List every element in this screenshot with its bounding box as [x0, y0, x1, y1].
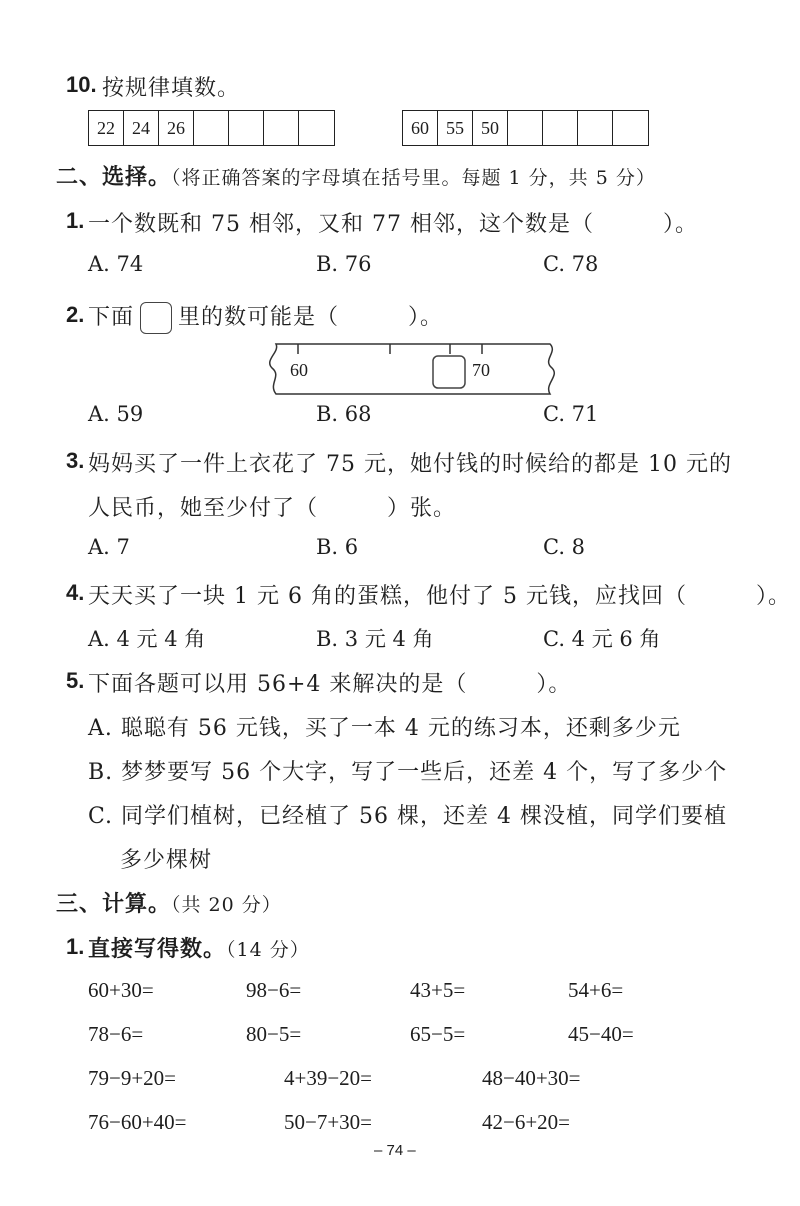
- q2-text-pre: 下面: [88, 305, 135, 330]
- seq1-blank-cell[interactable]: [194, 111, 229, 145]
- q5-option-a[interactable]: A. 聪聪有 56 元钱，买了一本 4 元的练习本，还剩多少元: [88, 716, 681, 741]
- seq1-cell: 26: [159, 111, 194, 145]
- q5-number: 5.: [66, 668, 85, 693]
- section-2-note: （将正确答案的字母填在括号里。每题 1 分，共 5 分）: [171, 167, 656, 189]
- q2-text-post: 里的数可能是（ ）。: [178, 305, 444, 330]
- q2-option-c[interactable]: C. 71: [543, 402, 599, 426]
- seq1-cell: 24: [124, 111, 159, 145]
- calc-item[interactable]: 78−6=: [88, 1022, 144, 1046]
- q4-number: 4.: [66, 580, 85, 605]
- q3-option-b[interactable]: B. 6: [316, 535, 359, 559]
- section-3-note: （共 20 分）: [171, 894, 282, 916]
- q5-option-b[interactable]: B. 梦梦要写 56 个大字，写了一些后，还差 4 个，写了多少个: [88, 760, 728, 785]
- seq1-cell: 22: [89, 111, 124, 145]
- q10-text: 按规律填数。: [102, 76, 241, 101]
- page-number: – 74 –: [374, 1142, 416, 1159]
- q3-line-1: 妈妈买了一件上衣花了 75 元，她付钱的时候给的都是 10 元的: [88, 452, 732, 477]
- q4-text: 天天买了一块 1 元 6 角的蛋糕，他付了 5 元钱，应找回（ ）。: [88, 584, 791, 609]
- calc-item[interactable]: 98−6=: [246, 978, 302, 1002]
- seq2-cell: 55: [438, 111, 473, 145]
- seq2-blank-cell[interactable]: [613, 111, 648, 145]
- section-2-title: 二、选择。: [56, 164, 172, 190]
- seq1-blank-cell[interactable]: [264, 111, 299, 145]
- q3-number: 3.: [66, 448, 85, 473]
- q5-text: 下面各题可以用 56+4 来解决的是（ ）。: [88, 672, 572, 697]
- q1-option-b[interactable]: B. 76: [316, 252, 372, 276]
- seq1-blank-cell[interactable]: [299, 111, 334, 145]
- calc-item[interactable]: 65−5=: [410, 1022, 466, 1046]
- q2-number: 2.: [66, 302, 85, 327]
- strip-outline: [270, 344, 555, 394]
- q2-option-a[interactable]: A. 59: [88, 402, 144, 426]
- calc-text: 直接写得数。: [88, 936, 227, 962]
- q5-option-c-line-2[interactable]: 多少棵树: [120, 848, 213, 873]
- q3-option-c[interactable]: C. 8: [543, 535, 586, 559]
- q3-line-2: 人民币，她至少付了（ ）张。: [88, 496, 457, 521]
- q1-number: 1.: [66, 208, 85, 233]
- q10-number: 10.: [66, 72, 97, 97]
- q2-square-icon: [140, 302, 172, 334]
- q3-option-a[interactable]: A. 7: [88, 535, 130, 559]
- q5-option-c-line-1[interactable]: C. 同学们植树，已经植了 56 棵，还差 4 棵没植，同学们要植: [88, 804, 728, 829]
- q4-option-a[interactable]: A. 4 元 4 角: [88, 627, 206, 651]
- number-line-blank-box[interactable]: [433, 356, 465, 388]
- calc-item[interactable]: 4+39−20=: [284, 1066, 373, 1090]
- number-line-label-60: 60: [290, 360, 308, 380]
- q4-option-b[interactable]: B. 3 元 4 角: [316, 627, 434, 651]
- q2-text: [88, 300, 443, 334]
- seq2-blank-cell[interactable]: [508, 111, 543, 145]
- calc-item[interactable]: 42−6+20=: [482, 1110, 571, 1134]
- calc-item[interactable]: 43+5=: [410, 978, 466, 1002]
- section-2-heading: [56, 160, 656, 191]
- calc-item[interactable]: 80−5=: [246, 1022, 302, 1046]
- calc-item[interactable]: 50−7+30=: [284, 1110, 373, 1134]
- calc-item[interactable]: 79−9+20=: [88, 1066, 177, 1090]
- seq2-cell: 60: [403, 111, 438, 145]
- q4-option-c[interactable]: C. 4 元 6 角: [543, 627, 661, 651]
- calc-item[interactable]: 76−60+40=: [88, 1110, 187, 1134]
- seq1-blank-cell[interactable]: [229, 111, 264, 145]
- seq2-blank-cell[interactable]: [578, 111, 613, 145]
- number-line-label-70: 70: [472, 360, 490, 380]
- seq2-blank-cell[interactable]: [543, 111, 578, 145]
- sequence-row-2: [402, 110, 649, 146]
- calc-item[interactable]: 45−40=: [568, 1022, 634, 1046]
- calc-note: （14 分）: [226, 939, 310, 961]
- seq2-cell: 50: [473, 111, 508, 145]
- section-3-title: 三、计算。: [56, 891, 172, 917]
- calc-heading: [88, 932, 310, 963]
- section-3-heading: [56, 887, 282, 918]
- q1-text: 一个数既和 75 相邻，又和 77 相邻，这个数是（ ）。: [88, 212, 698, 237]
- calc-number: 1.: [66, 934, 85, 959]
- calc-item[interactable]: 60+30=: [88, 978, 154, 1002]
- calc-item[interactable]: 54+6=: [568, 978, 624, 1002]
- q2-option-b[interactable]: B. 68: [316, 402, 372, 426]
- sequence-row-1: [88, 110, 335, 146]
- calc-item[interactable]: 48−40+30=: [482, 1066, 581, 1090]
- q1-option-c[interactable]: C. 78: [543, 252, 599, 276]
- q1-option-a[interactable]: A. 74: [88, 252, 144, 276]
